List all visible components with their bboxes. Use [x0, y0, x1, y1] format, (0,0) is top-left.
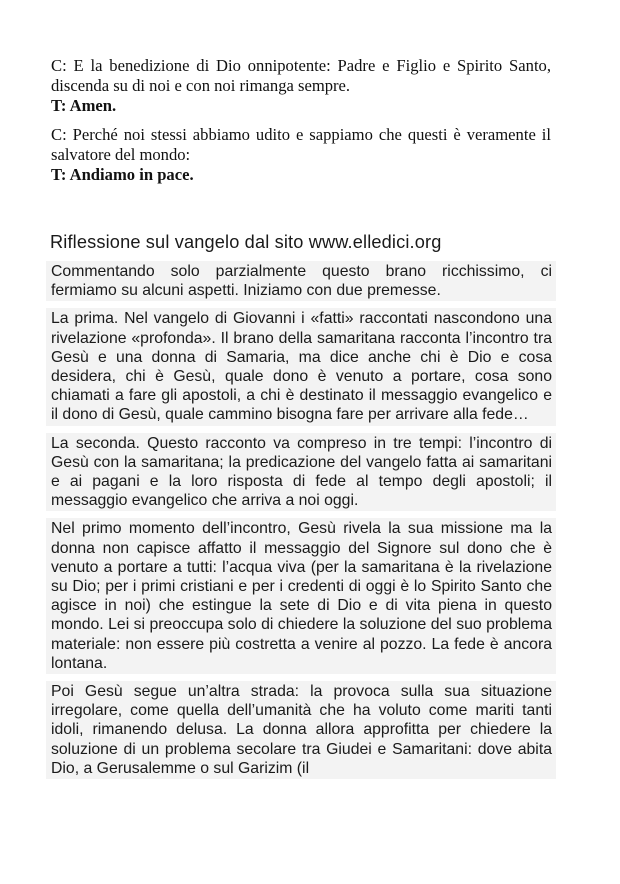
reflection-paragraph-first-premise: La prima. Nel vangelo di Giovanni i «fatti» raccontati nascondono una rivelazione «profonda». Il brano della samaritana racconta l’incontro tra Gesù e una donna di Samaria, ma dice anche chi è Dio e cosa desidera, chi è Gesù, quale dono è venuto a portare, cosa sono chiamati a fare gli apostoli, a chi è destinato il messaggio evangelico e il dono di Gesù, quale cammino bisogna fare per arrivare alla fede… [46, 308, 556, 425]
reflection-heading: Riflessione sul vangelo dal sito www.elledici.org [50, 232, 442, 252]
reflection-paragraph-first-moment: Nel primo momento dell’incontro, Gesù rivela la sua missione ma la donna non capisce affatto il messaggio del Signore sul dono che è venuto a portare a tutti: l’acqua viva (per la samaritana è la rivelazione su Dio; per i primi cristiani e per i credenti di oggi è lo Spirito Santo che agisce in noi) che estingue la sete di Dio e di vita piena in questo mondo. Lei si preoccupa solo di chiedere la soluzione del suo problema materiale: non essere più costretta a venire al pozzo. La fede è ancora lontana. [46, 518, 556, 674]
people-amen-line: T: Amen. [51, 96, 117, 115]
celebrant-dismissal-line: C: Perché noi stessi abbiamo udito e sappiamo che questi è veramente il salvatore del mondo: [51, 125, 551, 164]
reflection-body [46, 261, 556, 779]
reflection-paragraph-intro: Commentando solo parzialmente questo brano ricchissimo, ci fermiamo su alcuni aspetti. Iniziamo con due premesse. [46, 261, 556, 301]
reflection-paragraph-other-path: Poi Gesù segue un’altra strada: la provoca sulla sua situazione irregolare, come quella dell’umanità che ha voluto come mariti tanti idoli, rimanendo delusa. La donna allora approfitta per chiedere la soluzione di un problema secolare tra Giudei e Samaritani: dove abita Dio, a Gerusalemme o sul Garizim (il [46, 681, 556, 779]
people-response-line: T: Andiamo in pace. [51, 165, 194, 184]
celebrant-blessing-line: C: E la benedizione di Dio onnipotente: Padre e Figlio e Spirito Santo, discenda su di noi e con noi rimanga sempre. [51, 56, 551, 95]
liturgy-dialogue [51, 56, 551, 185]
reflection-paragraph-second-premise: La seconda. Questo racconto va compreso in tre tempi: l’incontro di Gesù con la samaritana; la predicazione del vangelo fatta ai samaritani e ai pagani e la loro risposta di fede al tempo degli apostoli; il messaggio evangelico che arriva a noi oggi. [46, 433, 556, 512]
